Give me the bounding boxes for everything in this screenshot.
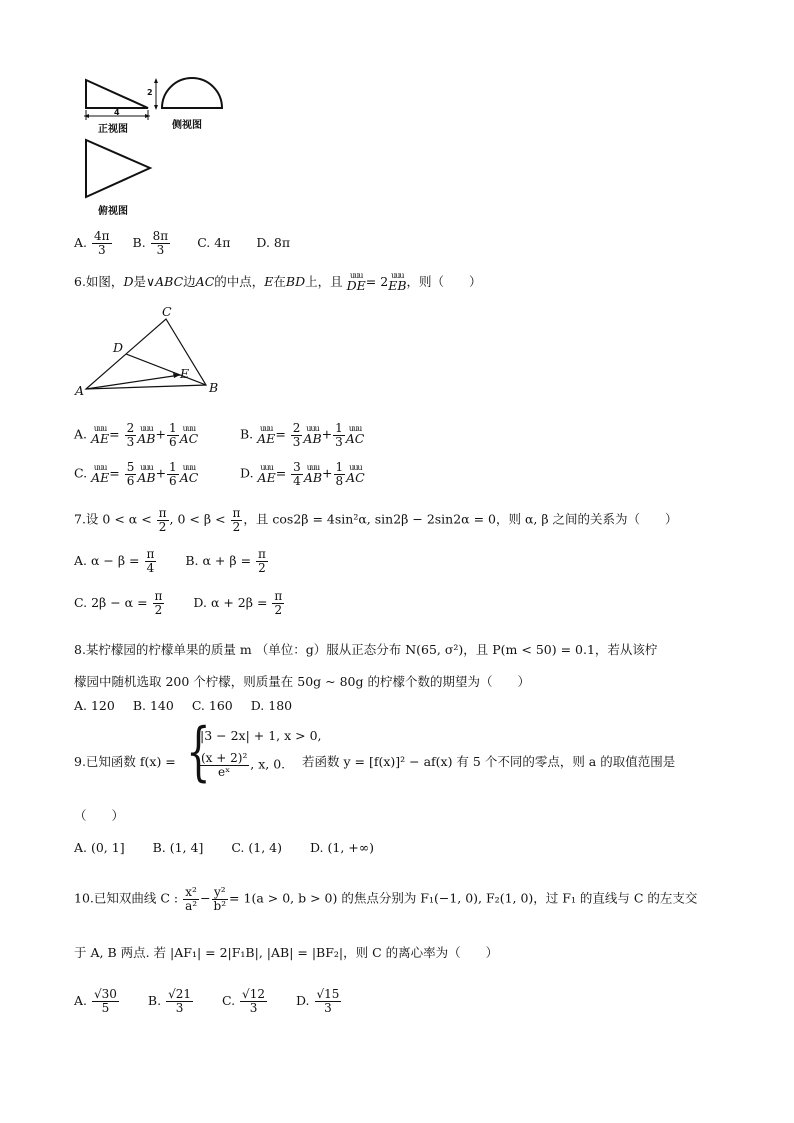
q6-fig-label-a: A: [75, 383, 85, 398]
q9-stem-pre: 9.已知函数 f(x) =: [74, 754, 176, 769]
q9-option-c: C. (1, 4): [231, 840, 282, 855]
q6-fig-label-c: C: [162, 304, 172, 319]
q6-option-b: B. uuu AE = $\frac{2}{3}$ uuu AB + $\frac{1}{3}$ uuu AC: [240, 421, 365, 449]
q5-options: [74, 230, 290, 256]
q9-option-b: B. (1, 4]: [152, 840, 204, 855]
q7-options-row2: [74, 590, 285, 616]
q8-option-c: C. 160: [191, 698, 233, 713]
q9-option-a: A. (0, 1]: [74, 840, 125, 855]
q5-option-c: C. 4π: [197, 234, 231, 250]
q10-option-d: D. $\frac{√15}{3}$: [295, 987, 340, 1015]
q9-paren: （ ）: [74, 808, 125, 823]
q9-options: [74, 840, 374, 855]
q9-option-d: D. (1, +∞): [309, 840, 375, 855]
q6-option-a: A. uuu AE = $\frac{2}{3}$ uuu AB + $\frac{1}{6}$ uuu AC: [74, 421, 199, 449]
q10-option-b: B. $\frac{√21}{3}$: [147, 987, 191, 1015]
q9-brace: {: [186, 715, 211, 789]
q6-fig-label-e: E: [180, 366, 190, 381]
q8-line1: 8.某柠檬园的柠檬单果的质量 m （单位：g）服从正态分布 N(65, σ²)，且 P(m < 50) = 0.1，若从该柠: [74, 642, 658, 657]
front-view-triangle: [86, 80, 148, 108]
q5-option-d: D. 8π: [256, 234, 291, 250]
q6-option-c: C. uuu AE = $\frac{5}{6}$ uuu AB + $\frac{1}{6}$ uuu AC: [74, 460, 199, 488]
q9-case2: $\frac{\text{(x + 2)²}}{\text{eˣ}}$ , x, 0.: [201, 751, 286, 779]
q10-option-a: A. $\frac{√30}{5}$: [74, 987, 117, 1015]
q7-option-b: B. α + β = $\frac{\pi}{2}$: [185, 547, 266, 575]
q8-option-b: B. 140: [132, 698, 174, 713]
q6-fig-label-d: D: [113, 340, 124, 355]
q7-option-d: D. α + 2β = $\frac{\pi}{2}$: [193, 589, 283, 617]
dim-height-label: 2: [147, 88, 153, 97]
q10-options: [74, 988, 342, 1014]
q7-option-c: C. 2β − α = $\frac{\pi}{2}$: [74, 589, 163, 617]
q6-fig-label-b: B: [209, 380, 219, 395]
q5-option-b: B. $\frac{8\pi}{3}$: [132, 229, 169, 257]
q6-option-d: D. uuu AE = $\frac{3}{4}$ uuu AB + $\frac{1}{8}$ uuu AC: [240, 460, 365, 488]
q6-stem: 6.如图，D是∨ABC边AC的中点，E在BD上，且 uuu DE = 2 uuu EB ，则（ ）: [74, 271, 482, 294]
q9-case1: |3 − 2x| + 1, x > 0,: [200, 728, 322, 743]
q10-option-c: C. $\frac{√12}{3}$: [221, 987, 265, 1015]
top-view-label: 俯视图: [98, 206, 128, 217]
q7-options-row1: [74, 548, 269, 574]
q8-line2: 檬园中随机选取 200 个柠檬，则质量在 50g ~ 80g 的柠檬个数的期望为（ ）: [74, 674, 530, 689]
side-view-semicircle: [162, 78, 222, 108]
q10-line1: 10.已知双曲线 C : $\frac{\text{x²}}{\text{a²}}$ − $\frac{\text{y²}}{\text{b²}}$ = 1(a > 0, b > 0) 的焦点分别为 F₁(−1, 0), F₂(1, 0)，过 F₁ 的直线与 C 的左支交: [74, 885, 698, 913]
q8-option-a: A. 120: [74, 698, 115, 713]
front-view-label: 正视图: [98, 124, 128, 135]
q5-option-a: A. $\frac{4\pi}{3}$: [74, 229, 110, 257]
q6-triangle-figure: [70, 303, 230, 403]
side-view-label: 侧视图: [172, 120, 202, 131]
q8-options: [74, 698, 292, 713]
q9-stem-post: 若函数 y = [f(x)]² − af(x) 有 5 个不同的零点，则 a 的取值范围是: [302, 754, 676, 769]
q7-option-a: A. α − β = $\frac{\pi}{4}$: [74, 547, 155, 575]
top-view-triangle: [86, 140, 150, 197]
dim-width-label: 4: [114, 108, 120, 117]
q7-stem: 7.设 0 < α < $\frac{\pi}{2}$ , 0 < β < $\frac{\pi}{2}$ ，且 cos2β = 4sin²α, sin2β − 2sin2α = 0，则 α, β 之间的关系为（ ）: [74, 506, 678, 534]
q10-line2: 于 A, B 两点. 若 |AF₁| = 2|F₁B|, |AB| = |BF₂|，则 C 的离心率为（ ）: [74, 945, 499, 960]
three-view-figure: [78, 72, 238, 217]
q8-option-d: D. 180: [250, 698, 293, 713]
